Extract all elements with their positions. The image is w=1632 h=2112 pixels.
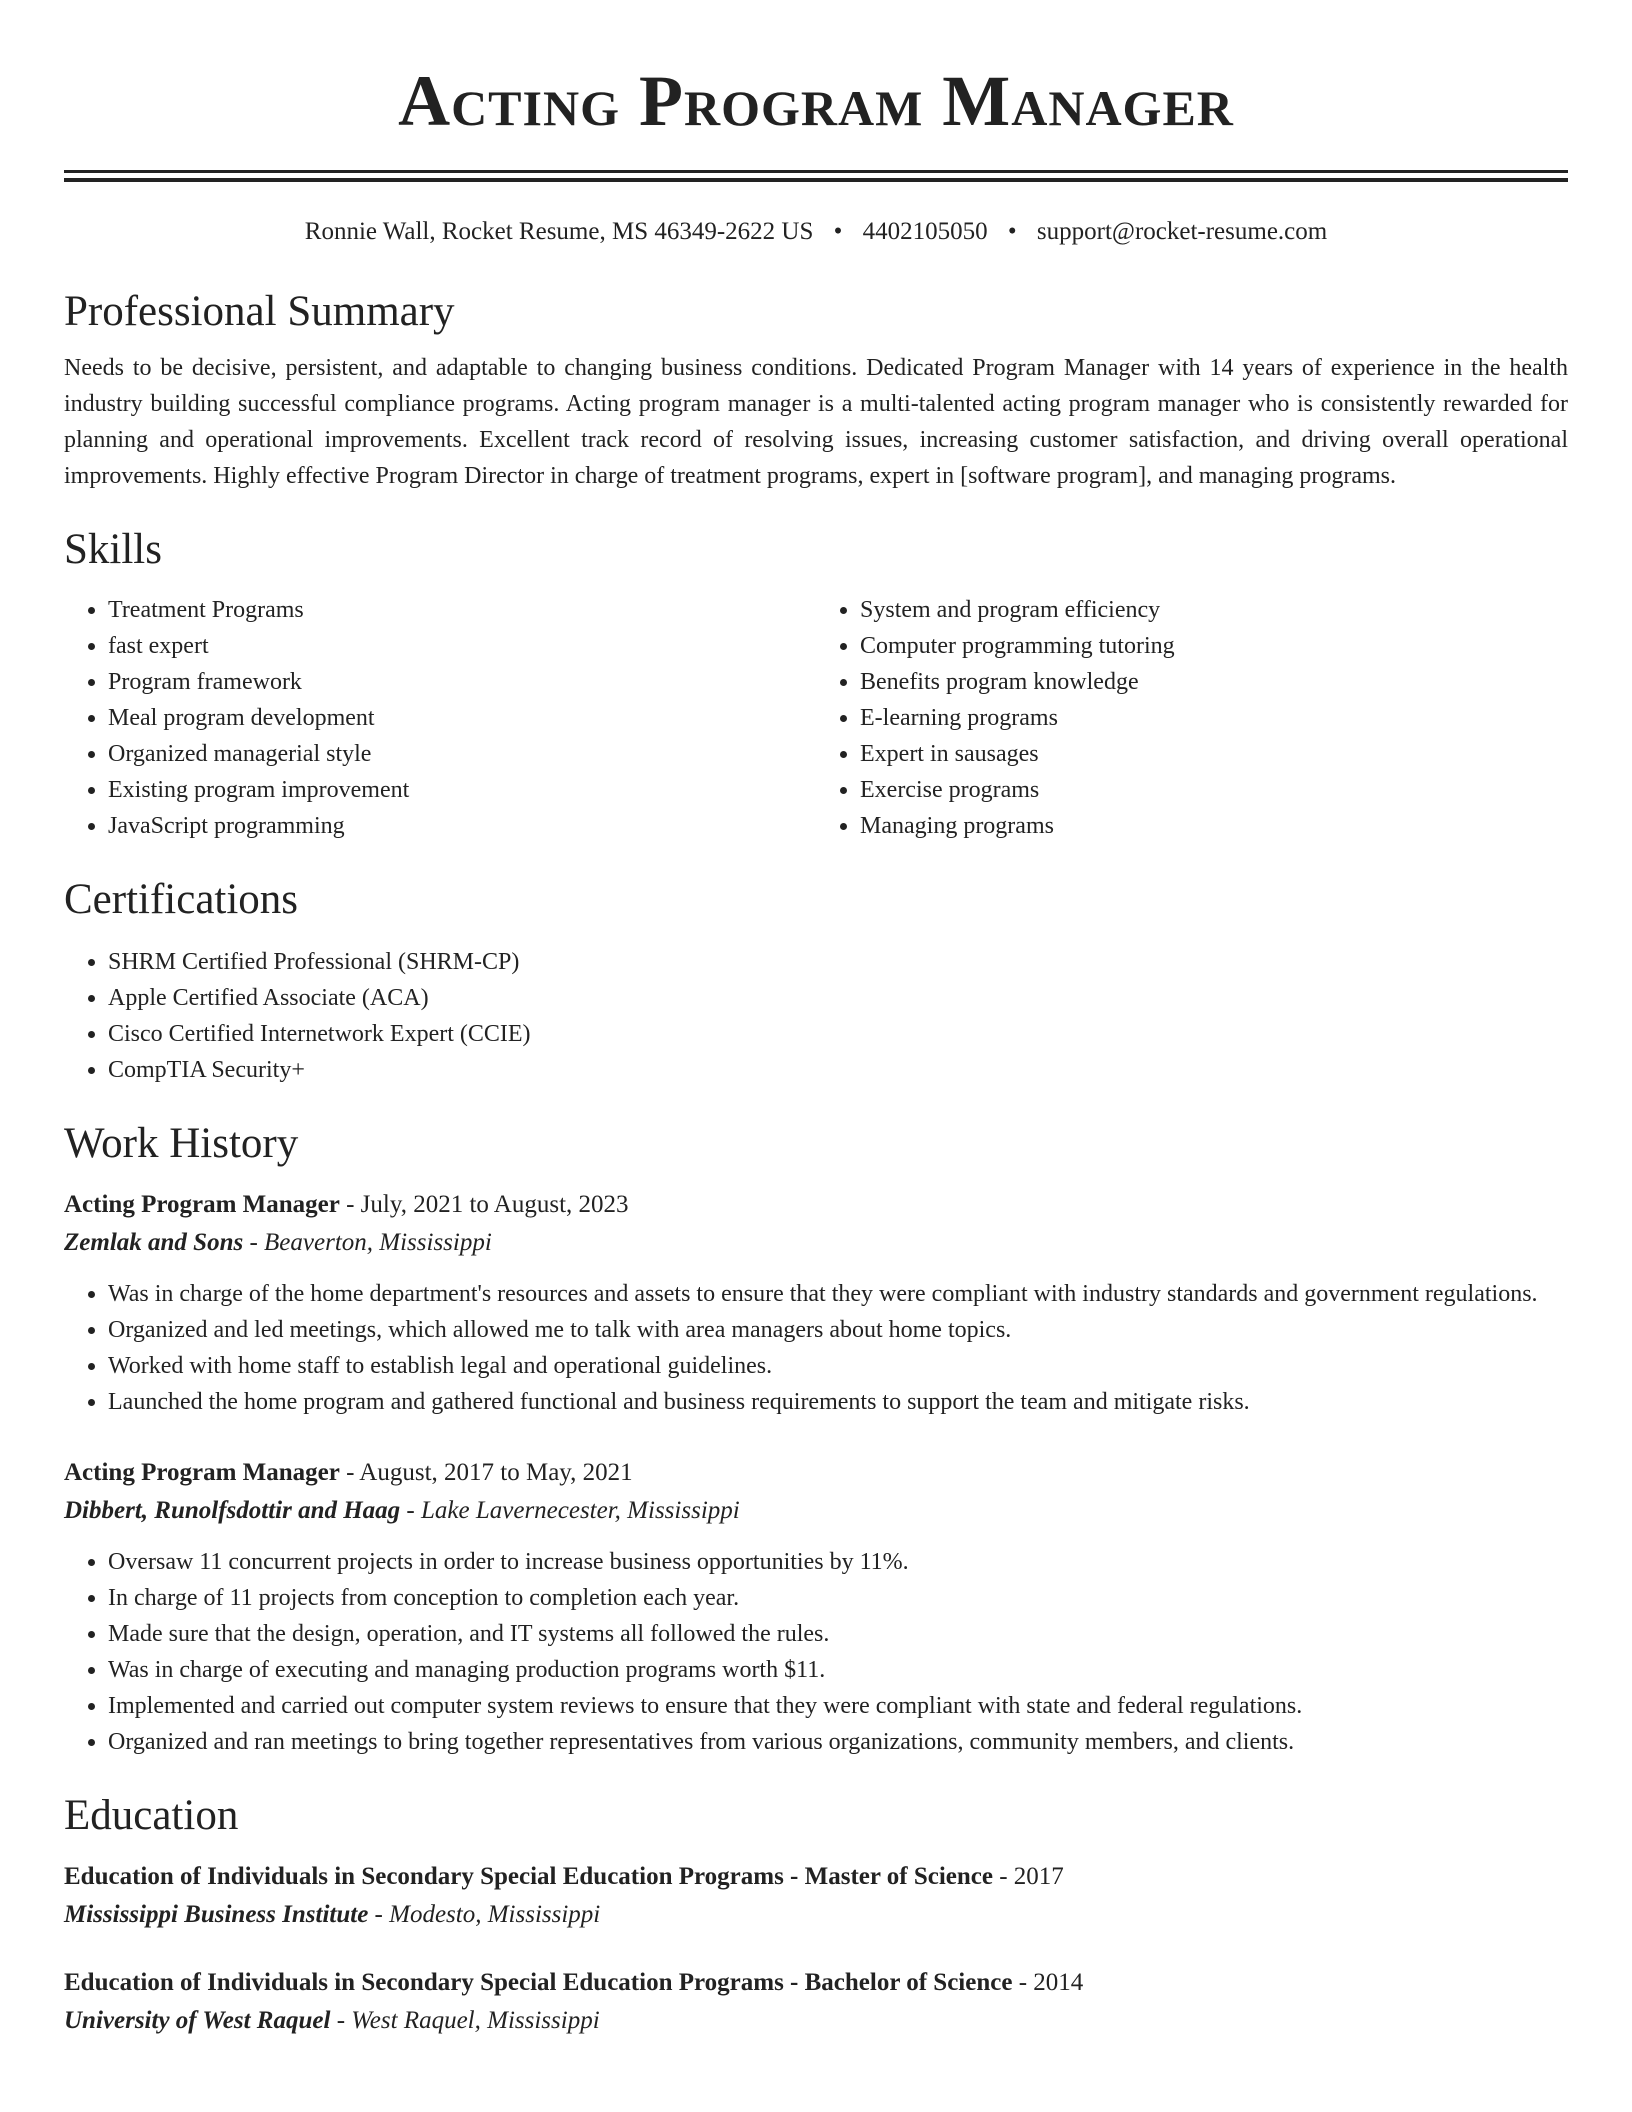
job-bullet: • Implemented and carried out computer system reviews to ensure that they were compliant with state and federal regulations.: [108, 1688, 1568, 1724]
skill-item: • Managing programs: [860, 808, 1568, 844]
certifications-list: [64, 944, 1568, 1088]
skill-item: • fast expert: [108, 628, 816, 664]
work-history-heading: Work History: [64, 1120, 299, 1167]
contact-separator: •: [833, 218, 843, 245]
skill-item: • Computer programming tutoring: [860, 628, 1568, 664]
skill-item: • System and program efficiency: [860, 592, 1568, 628]
job-dates: - August, 2017 to May, 2021: [339, 1459, 633, 1486]
job-bullet: • In charge of 11 projects from conception to completion each year.: [108, 1580, 1568, 1616]
skill-item: • Benefits program knowledge: [860, 664, 1568, 700]
skill-item: • JavaScript programming: [108, 808, 816, 844]
skills-list-left: [64, 592, 816, 844]
education-school: University of West Raquel: [64, 2007, 331, 2034]
certification-item: • Cisco Certified Internetwork Expert (CCIE): [108, 1016, 1568, 1052]
job-title: Acting Program Manager: [64, 1459, 340, 1486]
job-bullet: • Was in charge of executing and managing production programs worth $11.: [108, 1652, 1568, 1688]
job-bullets: [64, 1276, 1568, 1420]
education-location: - Modesto, Mississippi: [368, 1901, 601, 1928]
education-school-line: [64, 2002, 1568, 2040]
education-degree-line: [64, 1858, 1568, 1896]
job-bullets: [64, 1544, 1568, 1760]
job-dates: - July, 2021 to August, 2023: [339, 1191, 629, 1218]
job-location: - Beaverton, Mississippi: [243, 1229, 492, 1256]
education-entry: [64, 1964, 1568, 2040]
skill-item: • Exercise programs: [860, 772, 1568, 808]
job-company-line: [64, 1492, 1568, 1530]
education-degree: Education of Individuals in Secondary Special Education Programs - Master of Science: [64, 1863, 993, 1890]
summary-heading: Professional Summary: [64, 288, 455, 335]
job-bullet: • Was in charge of the home department's resources and assets to ensure that they were compliant with industry standards and government regulations.: [108, 1276, 1568, 1312]
contact-email: support@rocket-resume.com: [1036, 218, 1328, 245]
skill-item: • Expert in sausages: [860, 736, 1568, 772]
education-year: - 2017: [992, 1863, 1064, 1890]
skills-list-right: [816, 592, 1568, 844]
certification-item: • CompTIA Security+: [108, 1052, 1568, 1088]
job-company-line: [64, 1224, 1568, 1262]
education-school: Mississippi Business Institute: [64, 1901, 369, 1928]
job-bullet: • Oversaw 11 concurrent projects in order to increase business opportunities by 11%.: [108, 1544, 1568, 1580]
title-double-rule: [64, 170, 1568, 182]
summary-text: Needs to be decisive, persistent, and adaptable to changing business conditions. Dedicated Program Manager with 14 years of experience in the health industry building successful compliance programs. Acting program manager is a multi-talented acting program manager who is consistently rewarded for planning and operational improvements. Excellent track record of resolving issues, increasing customer satisfaction, and driving overall operational improvements. Highly effective Program Director in charge of treatment programs, expert in [software program], and managing programs.: [64, 355, 1568, 489]
job-entry: [64, 1186, 1568, 1420]
contact-separator: •: [1007, 218, 1017, 245]
education-degree: Education of Individuals in Secondary Special Education Programs - Bachelor of Science: [64, 1969, 1013, 1996]
education-degree-line: [64, 1964, 1568, 2002]
job-location: - Lake Lavernecester, Mississippi: [400, 1497, 740, 1524]
certifications-heading: Certifications: [64, 876, 299, 923]
job-title-line: [64, 1454, 1568, 1492]
skills-columns: [64, 592, 1568, 844]
job-company: Dibbert, Runolfsdottir and Haag: [64, 1497, 401, 1524]
certification-item: • Apple Certified Associate (ACA): [108, 980, 1568, 1016]
education-heading: Education: [64, 1792, 239, 1839]
job-entry: [64, 1454, 1568, 1760]
skill-item: • Treatment Programs: [108, 592, 816, 628]
education-school-line: [64, 1896, 1568, 1934]
education-location: - West Raquel, Mississippi: [330, 2007, 600, 2034]
skill-item: • Meal program development: [108, 700, 816, 736]
contact-address: Ronnie Wall, Rocket Resume, MS 46349-2622 US: [304, 218, 814, 245]
education-year: - 2014: [1012, 1969, 1084, 1996]
job-bullet: • Organized and ran meetings to bring together representatives from various organizations, community members, and clients.: [108, 1724, 1568, 1760]
contact-line: [64, 216, 1568, 248]
certification-item: • SHRM Certified Professional (SHRM-CP): [108, 944, 1568, 980]
job-bullet: • Launched the home program and gathered functional and business requirements to support the team and mitigate risks.: [108, 1384, 1568, 1420]
job-title-line: [64, 1186, 1568, 1224]
skill-item: • E-learning programs: [860, 700, 1568, 736]
skill-item: • Organized managerial style: [108, 736, 816, 772]
job-title: Acting Program Manager: [64, 1191, 340, 1218]
contact-phone: 4402105050: [862, 218, 988, 245]
education-entry: [64, 1858, 1568, 1934]
skill-item: • Program framework: [108, 664, 816, 700]
job-company: Zemlak and Sons: [64, 1229, 244, 1256]
skill-item: • Existing program improvement: [108, 772, 816, 808]
skills-heading: Skills: [64, 526, 162, 573]
job-bullet: • Worked with home staff to establish legal and operational guidelines.: [108, 1348, 1568, 1384]
job-bullet: • Made sure that the design, operation, and IT systems all followed the rules.: [108, 1616, 1568, 1652]
resume-title: Acting Program Manager: [398, 61, 1234, 141]
job-bullet: • Organized and led meetings, which allowed me to talk with area managers about home topics.: [108, 1312, 1568, 1348]
